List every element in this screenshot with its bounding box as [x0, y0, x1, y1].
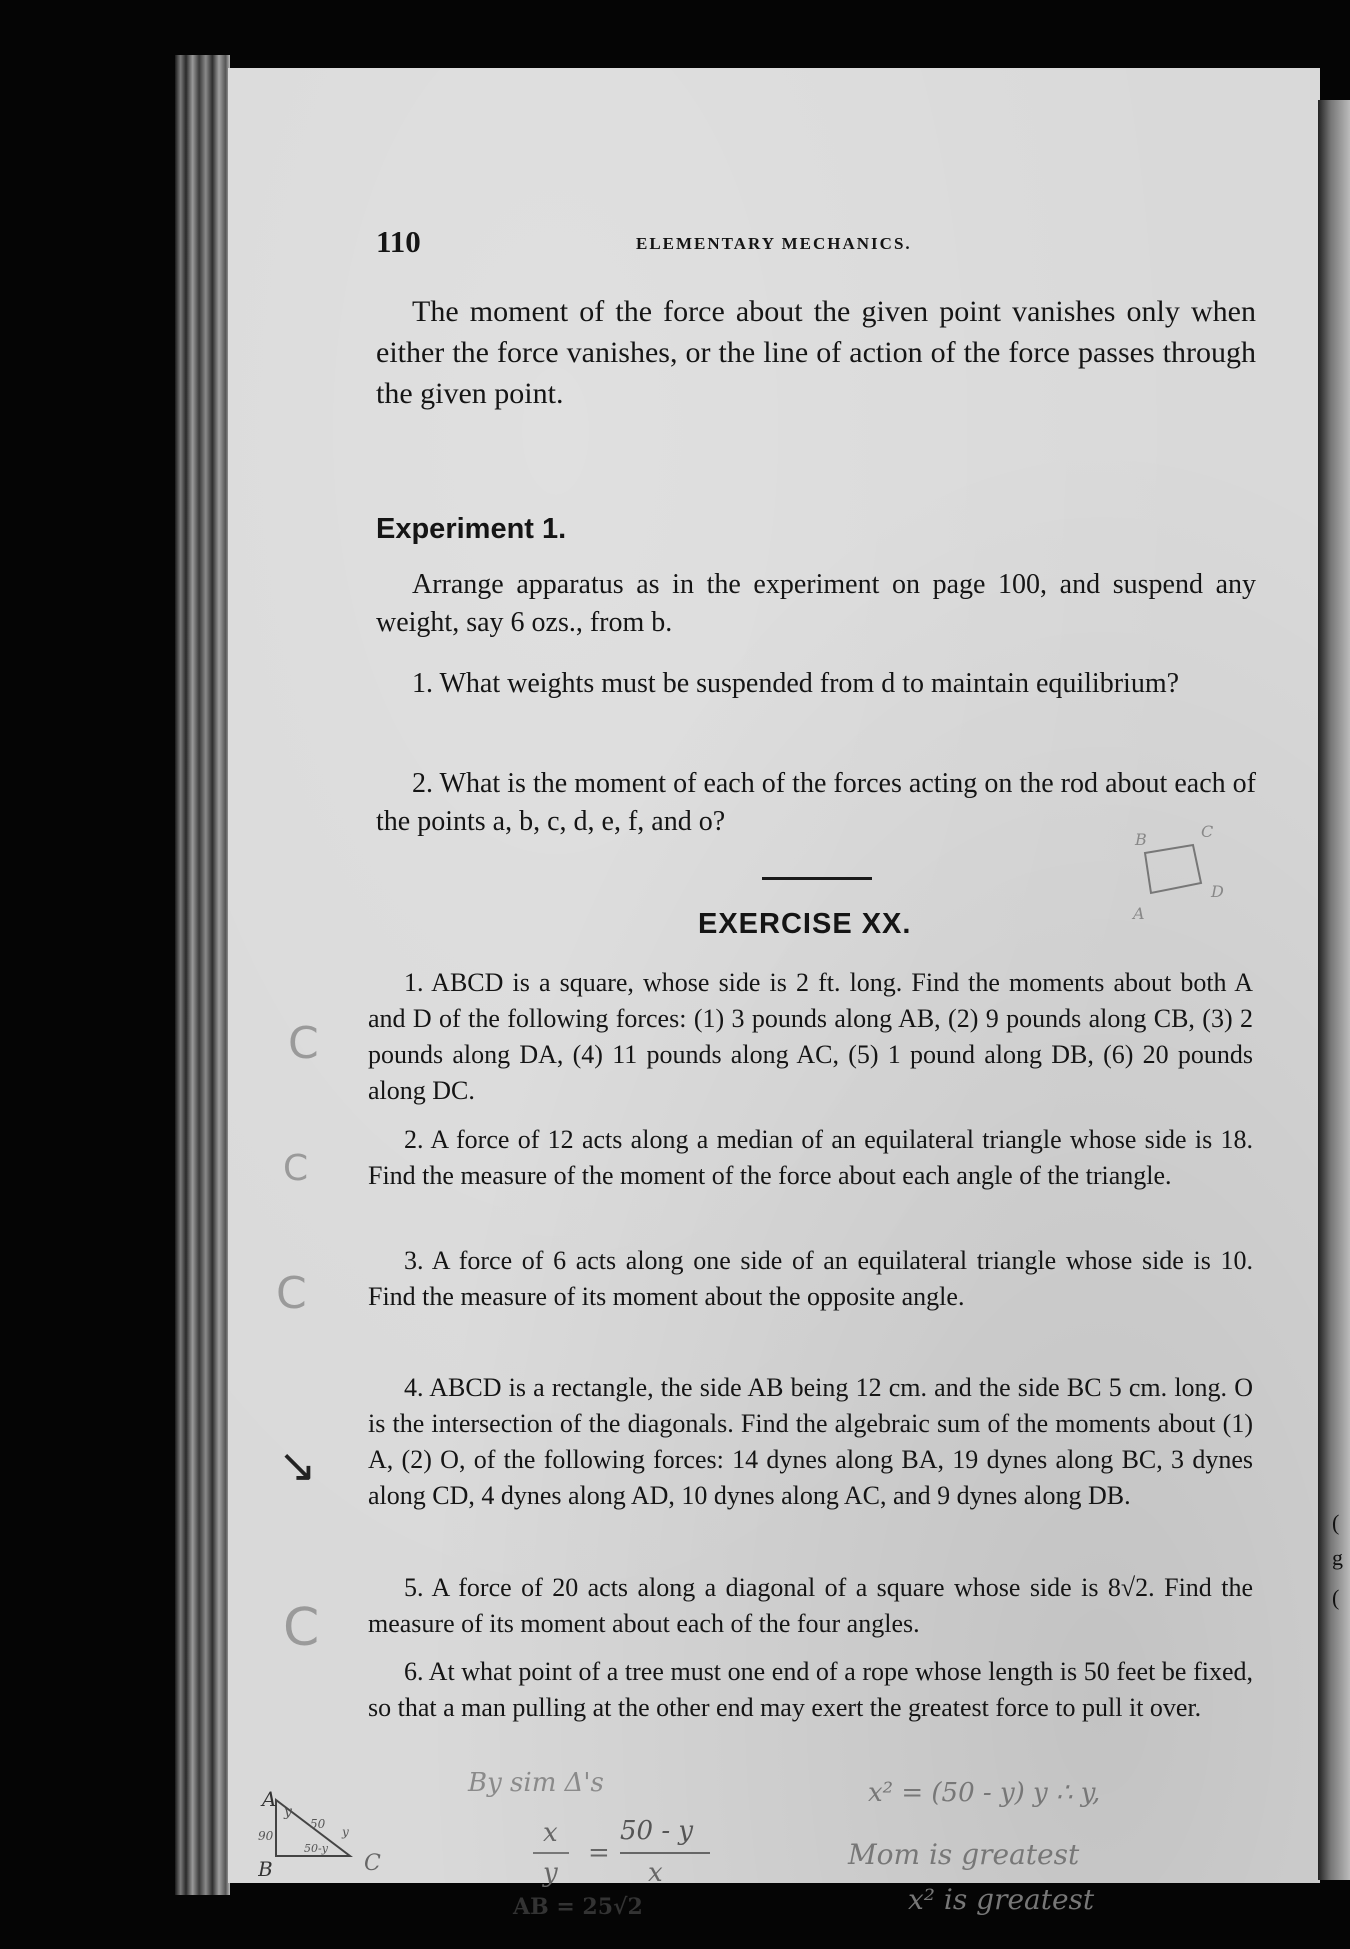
sketch-label-d: D — [1211, 882, 1224, 901]
edge-mark: g — [1332, 1545, 1343, 1570]
handwritten-equals: = — [588, 1838, 610, 1868]
exercise-problem-4: 4. ABCD is a rectangle, the side AB being 12 cm. and the side BC 5 cm. long. O is the intersection of the diagonals. Find the algebraic sum of the moments about (1) A, (2) O, of the following forces: 14 dynes along BA, 19 dynes along BC, 3 dynes along CD, 4 dynes along AD, 10 dynes along AC, and 9 dynes along DB. — [368, 1373, 1253, 1510]
sketch-label-c: C — [1201, 823, 1214, 841]
margin-bracket-mark: C — [288, 1018, 319, 1069]
handwritten-fraction-bar — [533, 1852, 569, 1854]
handwritten-conclusion-1: Mom is greatest — [848, 1838, 1080, 1871]
exercise-problem-5: 5. A force of 20 acts along a diagonal of a square whose side is 8√2. Find the measure of its moment about each of the four angles. — [368, 1573, 1253, 1638]
exercise-problem-1: 1. ABCD is a square, whose side is 2 ft. long. Find the moments about both A and D of the following forces: (1) 3 pounds along AB, (2) 9 pounds along CB, (3) 2 pounds along DA, (4) 11 pounds along AC, (5) 1 pound along DB, (6) 20 pounds along DC. — [368, 968, 1253, 1105]
handdrawn-triangle-sketch — [258, 1788, 388, 1878]
handwritten-fraction-y: y — [543, 1858, 558, 1888]
facing-page-edge — [1318, 100, 1350, 1880]
edge-mark: ( — [1332, 1585, 1340, 1610]
experiment-title: Experiment 1. — [376, 513, 567, 545]
experiment-question-2: 2. What is the moment of each of the forces acting on the rod about each of the points a, b, c, d, e, f, and o? — [376, 768, 1256, 837]
page-header — [376, 224, 1240, 264]
triangle-label-90: 90 — [258, 1829, 274, 1843]
triangle-label-y2: y — [342, 1825, 349, 1839]
page-number: 110 — [376, 224, 421, 259]
triangle-label-b: B — [258, 1857, 273, 1878]
book-page — [228, 68, 1320, 1920]
section-divider — [762, 877, 872, 880]
edge-mark: ( — [1332, 1510, 1340, 1535]
handwritten-fraction-x: x — [543, 1818, 558, 1848]
triangle-label-50-y: 50-y — [304, 1842, 328, 1855]
running-head: ELEMENTARY MECHANICS. — [636, 234, 912, 253]
handwritten-fraction-x2: x — [648, 1858, 663, 1888]
handwritten-fraction-bar — [620, 1852, 710, 1854]
book-spine — [175, 55, 230, 1895]
triangle-label-c: C — [364, 1851, 381, 1876]
exercise-problem-6: 6. At what point of a tree must one end of a rope whose length is 50 feet be fixed, so that a man pulling at the other end may exert the greatest force to pull it over. — [368, 1657, 1253, 1722]
handwritten-conclusion-2: x² is greatest — [908, 1883, 1095, 1916]
experiment-question-1: 1. What weights must be suspended from d to maintain equilibrium? — [412, 668, 1180, 699]
triangle-label-50: 50 — [310, 1817, 326, 1831]
margin-bracket-mark: C — [283, 1148, 309, 1189]
experiment-setup: Arrange apparatus as in the experiment on page 100, and suspend any weight, say 6 ozs., from b. — [376, 569, 1256, 638]
margin-bracket-mark: C — [283, 1598, 320, 1658]
triangle-label-y: y — [284, 1804, 292, 1820]
sketch-label-a: A — [1133, 904, 1145, 923]
handwritten-fraction-50-y: 50 - y — [620, 1816, 694, 1846]
margin-bracket-mark: C — [276, 1268, 307, 1319]
sketch-label-b: B — [1135, 830, 1147, 849]
handdrawn-square-sketch — [1123, 823, 1233, 923]
margin-arrow-mark: ↘ — [278, 1438, 317, 1492]
handwritten-ab-length: AB = 25√2 — [513, 1894, 643, 1920]
exercise-problem-3: 3. A force of 6 acts along one side of an equilateral triangle whose side is 10. Find the measure of its moment about the opposite angle. — [368, 1246, 1253, 1311]
triangle-label-a: A — [262, 1788, 277, 1811]
exercise-problem-2: 2. A force of 12 acts along a median of an equilateral triangle whose side is 18. Find the measure of the moment of the force about each angle of the triangle. — [368, 1125, 1253, 1190]
intro-paragraph: The moment of the force about the given point vanishes only when either the force vanishes, or the line of action of the force passes through the given point. — [376, 295, 1256, 410]
exercise-title: EXERCISE XX. — [698, 908, 912, 940]
handwritten-expression: x² = (50 - y) y ∴ y, — [868, 1778, 1101, 1808]
handwritten-similar-triangles: By sim Δ's — [468, 1768, 604, 1798]
